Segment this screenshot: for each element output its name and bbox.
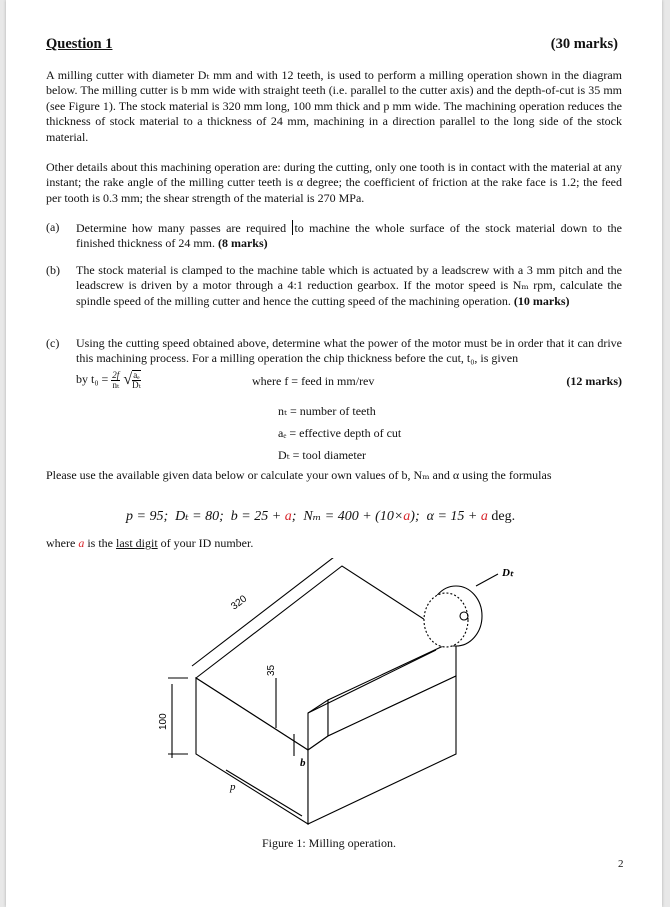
question-marks: (30 marks) bbox=[550, 36, 618, 52]
formula-sqrt-fraction bbox=[132, 370, 141, 390]
formula-fraction-num: 2f bbox=[112, 369, 120, 380]
question-title: Question 1 bbox=[46, 36, 113, 52]
formula-sqrt-num: aₑ bbox=[133, 370, 140, 380]
def-ae: aₑ = effective depth of cut bbox=[278, 426, 402, 440]
part-c-text: Using the cutting speed obtained above, determine what the power of the motor must be in order that it can drive this machining process. For a milling operation the chip thickness before the cut, t₀, is given bbox=[76, 336, 622, 366]
label-320: 320 bbox=[229, 593, 250, 613]
label-100: 100 bbox=[158, 713, 169, 730]
def-nt: nₜ = number of teeth bbox=[278, 404, 376, 418]
eq-a-2: a bbox=[403, 509, 411, 524]
part-c-marks: (12 marks) bbox=[566, 374, 622, 388]
part-a-text-1: Determine how many passes are required bbox=[76, 221, 292, 235]
eq-nm: Nₘ = 400 + (10× bbox=[303, 509, 404, 524]
where-a-note bbox=[46, 536, 622, 551]
instructions-text: Please use the available given data below or calculate your own values of b, Nₘ and α using the formulas bbox=[46, 468, 552, 482]
part-b-body: The stock material is clamped to the machine table which is actuated by a leadscrew with a 3 mm pitch and the leadscrew is driven by a motor through a 4:1 reduction gearbox. If the motor speed is Nₘ rpm, calculate the spindle speed of the milling cutter and hence the cutting speed of the machining operation. bbox=[76, 263, 622, 308]
eq-deg: deg. bbox=[491, 509, 516, 524]
eq-a-1: a bbox=[284, 509, 292, 524]
formula-where-f: where f = feed in mm/rev bbox=[252, 374, 375, 388]
last-digit-text: last digit bbox=[116, 536, 158, 550]
part-c bbox=[46, 336, 622, 367]
where-post: of your ID number. bbox=[160, 536, 254, 550]
eq-a-3: a bbox=[480, 509, 488, 524]
intro-paragraph-2: Other details about this machining operation are: during the cutting, only one tooth is in contact with the material at any instant; the rake angle of the milling cutter teeth is α degree; the coefficient of friction at the rake face is 1.2; the feed per tooth is 0.3 mm; the shear strength of the material is 270 MPa. bbox=[46, 160, 622, 205]
formula-fraction bbox=[111, 371, 120, 390]
where-a: a bbox=[78, 536, 85, 550]
intro-paragraph-1: A milling cutter with diameter Dₜ mm and with 12 teeth, is used to perform a milling operation shown in the diagram below. The milling cutter is b mm wide with straight teeth (i.e. parallel to the cutter axis) and the depth-of-cut is 35 mm (see Figure 1). The stock material is 320 mm long, 100 mm thick and p mm wide. The machining operation reduces the thickness of stock material to a thickness of 24 mm, machining in a direction parallel to the long side of the stock material. bbox=[46, 68, 622, 144]
document-page bbox=[6, 0, 662, 907]
part-a-text bbox=[76, 220, 622, 252]
part-a-marks: (8 marks) bbox=[217, 236, 268, 251]
formula-sqrt-den: Dₜ bbox=[132, 380, 141, 390]
part-a bbox=[46, 220, 622, 252]
page-number: 2 bbox=[618, 858, 624, 870]
milling-figure bbox=[126, 558, 546, 830]
where-pre: where bbox=[46, 536, 76, 550]
where-is: is the bbox=[87, 536, 113, 550]
label-b: b bbox=[300, 757, 306, 769]
sqrt-icon: √ bbox=[123, 371, 133, 388]
eq-dt: Dₜ = 80; bbox=[175, 509, 224, 524]
given-data-equation: p = 95; Dₜ = 80; b = 25 + a; Nₘ = 400 + (10×a); α = 15 + a deg. bbox=[126, 509, 516, 524]
part-b-marks: (10 marks) bbox=[513, 293, 570, 308]
part-a-label: (a) bbox=[46, 220, 60, 234]
formula-definitions bbox=[278, 400, 401, 466]
eq-b: b = 25 + bbox=[230, 509, 282, 524]
question-header bbox=[46, 36, 618, 53]
dt-leader bbox=[476, 574, 498, 586]
cutter-teeth bbox=[424, 593, 468, 647]
label-35: 35 bbox=[266, 664, 277, 676]
chip-thickness-formula bbox=[76, 370, 622, 390]
part-b bbox=[46, 263, 622, 309]
label-p: p bbox=[230, 781, 236, 793]
part-c-label: (c) bbox=[46, 336, 60, 350]
label-dt: Dₜ bbox=[502, 567, 514, 579]
part-a-text-2: to machine the whole surface of the stock material down to the finished thickness of 24 mm. bbox=[76, 221, 622, 251]
figure-caption: Figure 1: Milling operation. bbox=[262, 836, 396, 850]
formula-by: by t₀ = bbox=[76, 371, 109, 386]
part-b-text bbox=[76, 263, 622, 309]
part-b-label: (b) bbox=[46, 263, 60, 277]
def-dt: Dₜ = tool diameter bbox=[278, 448, 367, 462]
eq-nm-close: ); bbox=[410, 509, 420, 524]
formula-fraction-den: nₜ bbox=[112, 379, 120, 390]
eq-alpha: α = 15 + bbox=[426, 509, 478, 524]
eq-p: p = 95; bbox=[126, 509, 169, 524]
